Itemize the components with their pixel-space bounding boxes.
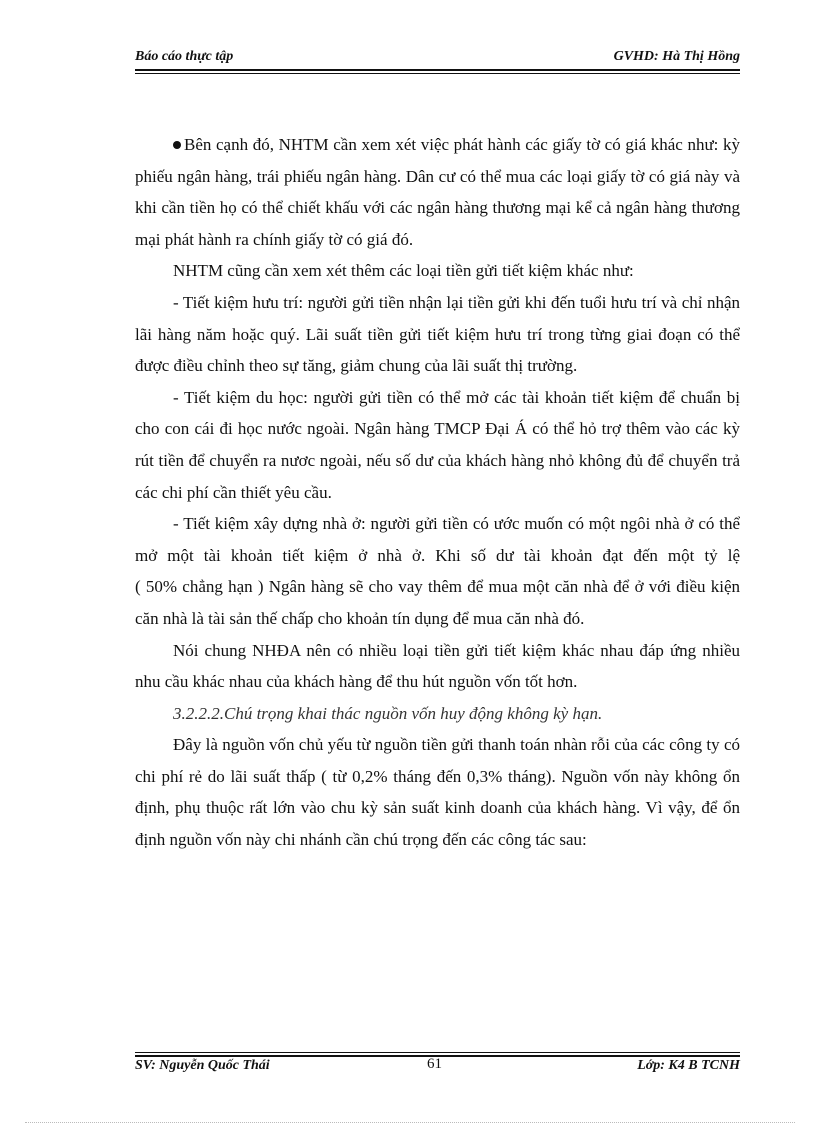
footer-class: Lớp: K4 B TCNH [637,1058,740,1073]
page-footer [135,1058,740,1078]
header-rule [135,69,740,71]
page-header [135,49,740,69]
paragraph-summary: Nói chung NHĐA nên có nhiều loại tiền gửi tiết kiệm khác nhau đáp ứng nhiều nhu cầu khác nhau của khách hàng để thu hút nguồn vốn tốt hơn. [135,640,740,692]
paragraph-retirement-savings: - Tiết kiệm hưu trí: người gửi tiền nhận lại tiền gửi khi đến tuổi hưu trí và chỉ nhận lãi hàng năm hoặc quý. Lãi suất tiền gửi tiết kiệm hưu trí trong từng giai đoạn có thể được điều chỉnh theo sự tăng, giảm chung của lãi suất thị trường. [135,292,740,376]
header-rule-thin [135,73,740,74]
paragraph-other-savings-intro: NHTM cũng cần xem xét thêm các loại tiền gửi tiết kiệm khác như: [173,261,634,281]
bullet-icon [173,141,181,149]
footer-rule-thin [135,1052,740,1053]
paragraph-housing-savings-cont: ( 50% chẳng hạn ) Ngân hàng sẽ cho vay thêm để mua một căn nhà để ở với điều kiện căn nhà là tài sản thế chấp cho khoản tín dụng để mua căn nhà đó. [135,577,740,628]
page-body [135,129,740,856]
paragraph-housing-savings: - Tiết kiệm xây dựng nhà ở: người gửi tiền có ước muốn có một ngôi nhà ở có thể mở một tài khoản tiết kiệm ở nhà ở. Khi số dư tài khoản đạt đến một tỷ lệ [135,514,740,565]
header-report-title: Báo cáo thực tập [135,49,234,64]
footer-student: SV: Nguyễn Quốc Thái [135,1058,270,1073]
paragraph-demand-deposits: Đây là nguồn vốn chủ yếu từ nguồn tiền gửi thanh toán nhàn rỗi của các công ty có chi phí rẻ do lãi suất thấp ( từ 0,2% tháng đến 0,3% tháng). Nguồn vốn này không ổn định, phụ thuộc rất lớn vào chu kỳ sản suất kinh doanh của khách hàng. Vì vậy, để ổn định nguồn vốn này chi nhánh cần chú trọng đến các công tác sau: [135,735,740,850]
paragraph-study-abroad-savings: - Tiết kiệm du học: người gửi tiền có thể mở các tài khoản tiết kiệm để chuẩn bị cho con cái đi học nước ngoài. Ngân hàng TMCP Đại Á có thể hỏ trợ thêm vào các kỳ rút tiền để chuyển ra nươc ngoài, nếu số dư của khách hàng nhỏ không đủ để chuyển trả các chi phí cần thiết yêu cầu. [135,387,740,502]
section-heading: 3.2.2.2.Chú trọng khai thác nguồn vốn huy động không kỳ hạn. [173,703,603,723]
header-supervisor: GVHD: Hà Thị Hồng [613,49,740,64]
page-number: 61 [427,1056,442,1072]
paragraph-other-papers: Bên cạnh đó, NHTM cần xem xét việc phát hành các giấy tờ có giá khác như: kỳ phiếu ngân hàng, trái phiếu ngân hàng. Dân cư có thể mua các loại giấy tờ có giá này và khi cần tiền họ có thể chiết khấu với các ngân hàng thương mại kể cả ngân hàng thương mại phát hành ra chính giấy tờ có giá đó. [135,135,740,249]
